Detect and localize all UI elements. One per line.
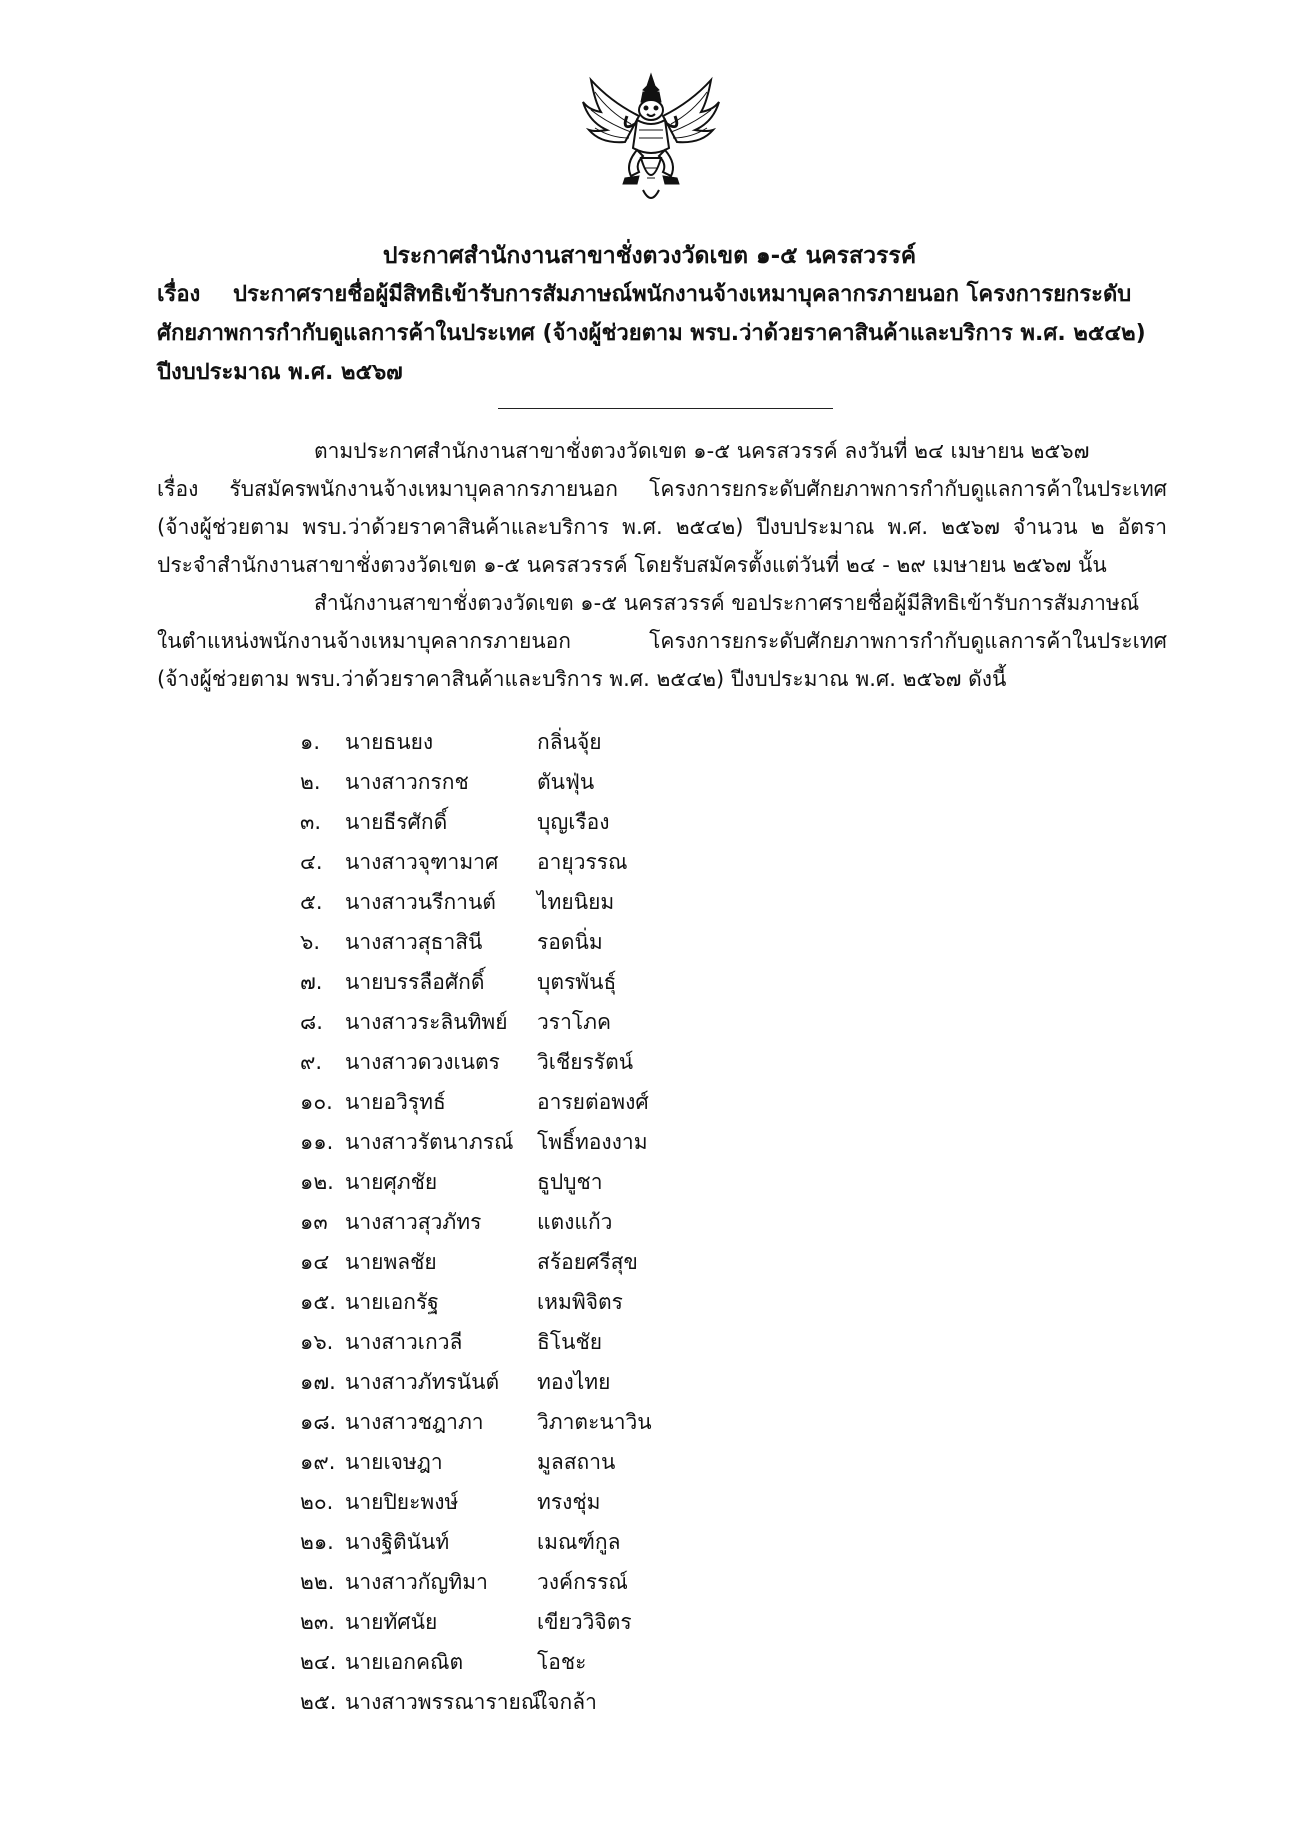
candidate-number: ๒๓. (300, 1610, 335, 1634)
paragraph-line: (จ้างผู้ช่วยตาม พรบ.ว่าด้วยราคาสินค้าและบริการ พ.ศ. ๒๕๔๒) ปีงบประมาณ พ.ศ. ๒๕๖๗ จำนวน ๒ อัตรา (157, 515, 1167, 539)
candidate-row (300, 962, 900, 1002)
candidate-first-name: นางสาวดวงเนตร (345, 1050, 500, 1074)
candidate-first-name: นายเอกคณิต (345, 1650, 464, 1674)
announcement-title: ประกาศสำนักงานสาขาชั่งตวงวัดเขต ๑-๕ นครสวรรค์ (382, 243, 917, 269)
candidate-number: ๒๑. (300, 1530, 334, 1554)
candidate-row (300, 1122, 900, 1162)
candidate-last-name: วิภาตะนาวิน (537, 1410, 652, 1434)
candidate-last-name: สร้อยศรีสุข (537, 1250, 638, 1274)
candidate-first-name: นางสาวกรกช (345, 770, 469, 794)
paragraph-line: สำนักงานสาขาชั่งตวงวัดเขต ๑-๕ นครสวรรค์ ขอประกาศรายชื่อผู้มีสิทธิเข้ารับการสัมภาษณ์ (314, 591, 1140, 615)
candidate-number: ๑๓ (300, 1210, 328, 1234)
candidate-number: ๑๙. (300, 1450, 336, 1474)
candidate-first-name: นายปิยะพงษ์ (345, 1490, 459, 1514)
paragraph-line: ประจำสำนักงานสาขาชั่งตวงวัดเขต ๑-๕ นครสวรรค์ โดยรับสมัครตั้งแต่วันที่ ๒๔ - ๒๙ เมษายน ๒๕๖๗ นั้น (157, 553, 1107, 577)
candidate-row (300, 1162, 900, 1202)
candidate-number: ๑๗. (300, 1370, 336, 1394)
subject-line: ศักยภาพการกำกับดูแลการค้าในประเทศ (จ้างผู้ช่วยตาม พรบ.ว่าด้วยราคาสินค้าและบริการ พ.ศ. ๒๕๔๒) (157, 321, 1146, 346)
candidate-row (300, 1322, 900, 1362)
announcement-body (157, 432, 1167, 698)
candidate-number: ๓. (300, 810, 322, 834)
candidate-list (300, 722, 900, 1722)
candidate-number: ๑๔ (300, 1250, 330, 1274)
paragraph-line: (จ้างผู้ช่วยตาม พรบ.ว่าด้วยราคาสินค้าและบริการ พ.ศ. ๒๕๔๒) ปีงบประมาณ พ.ศ. ๒๕๖๗ ดังนี้ (157, 667, 1007, 691)
candidate-number: ๒๒. (300, 1570, 335, 1594)
candidate-last-name: อารยต่อพงศ์ (537, 1090, 649, 1114)
paragraph-line: เรื่อง รับสมัครพนักงานจ้างเหมาบุคลากรภายนอก โครงการยกระดับศักยภาพการกำกับดูแลการค้าในประเทศ (157, 477, 1167, 501)
candidate-first-name: นายธีรศักดิ์ (345, 810, 448, 834)
candidate-number: ๒๔. (300, 1650, 337, 1674)
candidate-first-name: นายพลชัย (345, 1250, 437, 1274)
subject-line: ปีงบประมาณ พ.ศ. ๒๕๖๗ (157, 360, 403, 385)
subject-text: ประกาศรายชื่อผู้มีสิทธิเข้ารับการสัมภาษณ์พนักงานจ้างเหมาบุคลากรภายนอก โครงการยกระดับ (233, 282, 1132, 307)
candidate-last-name: บุตรพันธุ์ (537, 970, 617, 994)
candidate-number: ๔. (300, 850, 323, 874)
subject-line (157, 275, 1167, 314)
divider-line (498, 408, 833, 409)
candidate-first-name: นายทัศนัย (345, 1610, 438, 1634)
paragraph-line: ในตำแหน่งพนักงานจ้างเหมาบุคลากรภายนอก โครงการยกระดับศักยภาพการกำกับดูแลการค้าในประเทศ (157, 629, 1167, 653)
candidate-last-name: วราโภค (537, 1010, 612, 1034)
candidate-row (300, 922, 900, 962)
candidate-number: ๒. (300, 770, 321, 794)
candidate-first-name: นายธนยง (345, 730, 434, 754)
candidate-row (300, 882, 900, 922)
candidate-number: ๑. (300, 730, 321, 754)
candidate-last-name: บุญเรือง (537, 810, 610, 834)
candidate-first-name: นายศุภชัย (345, 1170, 438, 1194)
candidate-row (300, 1002, 900, 1042)
candidate-number: ๗. (300, 970, 323, 994)
candidate-last-name: โอชะ (537, 1650, 587, 1674)
candidate-first-name: นางสาวภัทรนันต์ (345, 1370, 500, 1394)
candidate-first-name: นางสาวจุฑามาศ (345, 850, 499, 874)
candidate-number: ๒๕. (300, 1690, 337, 1714)
garuda-emblem-icon (581, 72, 721, 207)
paragraph-line: ตามประกาศสำนักงานสาขาชั่งตวงวัดเขต ๑-๕ นครสวรรค์ ลงวันที่ ๒๔ เมษายน ๒๕๖๗ (314, 439, 1090, 463)
candidate-first-name: นางสาวสุธาสินี (345, 930, 483, 954)
candidate-last-name: ธิโนชัย (537, 1330, 603, 1354)
candidate-row (300, 1642, 900, 1682)
candidate-number: ๑๖. (300, 1330, 334, 1354)
candidate-row (300, 842, 900, 882)
candidate-number: ๑๒. (300, 1170, 334, 1194)
candidate-first-name: นางสาวกัญทิมา (345, 1570, 488, 1594)
candidate-last-name: ทรงชุ่ม (537, 1490, 601, 1514)
candidate-row (300, 1522, 900, 1562)
candidate-number: ๑๕. (300, 1290, 336, 1314)
candidate-row (300, 1442, 900, 1482)
candidate-row (300, 1602, 900, 1642)
candidate-number: ๑๑. (300, 1130, 334, 1154)
candidate-last-name: ตันฟุ่น (537, 770, 595, 794)
candidate-number: ๕. (300, 890, 323, 914)
candidate-first-name: นางสาวเกวลี (345, 1330, 463, 1354)
candidate-first-name: นางสาวชฎาภา (345, 1410, 484, 1434)
candidate-row (300, 762, 900, 802)
candidate-number: ๑๐. (300, 1090, 333, 1114)
candidate-last-name: วงค์กรรณ์ (537, 1570, 628, 1594)
candidate-last-name: วิเชียรรัตน์ (537, 1050, 634, 1074)
candidate-row (300, 1202, 900, 1242)
candidate-last-name: ทองไทย (537, 1370, 611, 1394)
candidate-last-name: กลิ่นจุ้ย (537, 730, 602, 754)
candidate-last-name: มูลสถาน (537, 1450, 616, 1474)
candidate-first-name: นางสาวนรีกานต์ (345, 890, 496, 914)
candidate-row (300, 1082, 900, 1122)
candidate-last-name: เหมพิจิตร (537, 1290, 623, 1314)
candidate-last-name: ธูปบูชา (537, 1170, 603, 1194)
candidate-last-name: โพธิ์ทองงาม (537, 1130, 648, 1154)
candidate-first-name: นางสาวรัตนาภรณ์ (345, 1130, 514, 1154)
candidate-first-name: นายบรรลือศักดิ์ (345, 970, 485, 994)
candidate-first-name: นางสาวพรรณารายณ์ (345, 1690, 541, 1714)
candidate-number: ๑๘. (300, 1410, 337, 1434)
candidate-first-name: นางฐิตินันท์ (345, 1530, 450, 1554)
candidate-number: ๙. (300, 1050, 323, 1074)
candidate-row (300, 1482, 900, 1522)
candidate-row (300, 1562, 900, 1602)
candidate-row (300, 1282, 900, 1322)
candidate-number: ๒๐. (300, 1490, 334, 1514)
candidate-first-name: นายเจษฎา (345, 1450, 443, 1474)
candidate-last-name: แตงแก้ว (537, 1210, 613, 1234)
candidate-last-name: ไทยนิยม (537, 890, 615, 914)
candidate-last-name: ใจกล้า (537, 1690, 597, 1714)
subject-label: เรื่อง (157, 282, 201, 307)
candidate-first-name: นายเอกรัฐ (345, 1290, 439, 1314)
candidate-last-name: เขียววิจิตร (537, 1610, 632, 1634)
candidate-first-name: นางสาวระลินทิพย์ (345, 1010, 508, 1034)
candidate-row (300, 1682, 900, 1722)
candidate-last-name: รอดนิ่ม (537, 930, 603, 954)
announcement-subject (157, 275, 1167, 392)
candidate-row (300, 1042, 900, 1082)
candidate-last-name: เมณฑ์กูล (537, 1530, 621, 1554)
candidate-number: ๘. (300, 1010, 323, 1034)
candidate-first-name: นางสาวสุวภัทร (345, 1210, 482, 1234)
candidate-first-name: นายอวิรุทธ์ (345, 1090, 446, 1114)
candidate-row (300, 1402, 900, 1442)
candidate-row (300, 1242, 900, 1282)
candidate-number: ๖. (300, 930, 321, 954)
candidate-row (300, 722, 900, 762)
candidate-last-name: อายุวรรณ (537, 850, 628, 874)
candidate-row (300, 802, 900, 842)
candidate-row (300, 1362, 900, 1402)
